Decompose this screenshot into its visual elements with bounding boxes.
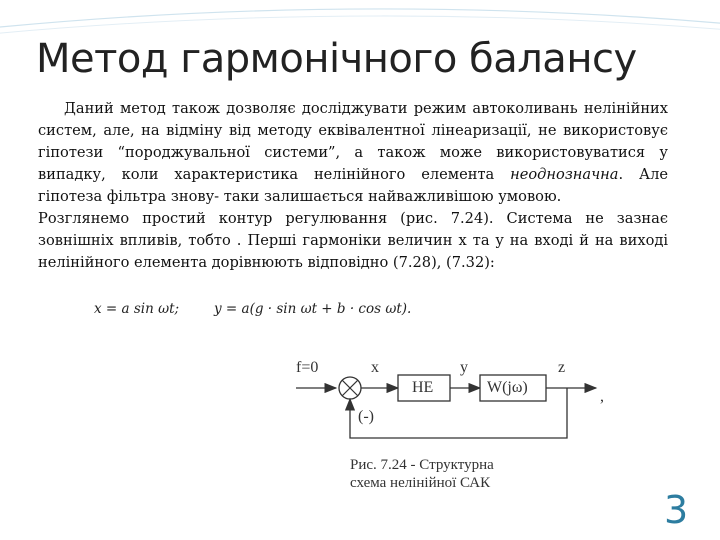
paragraph-2-line-3: вході й на виході нелінійного елемента дорівнюють відповідно [38, 232, 669, 271]
caption-line-2: схема нелінійної САК [350, 475, 491, 491]
paragraph-1 [38, 98, 668, 208]
paragraph-1-line-5b: . Але гіпотеза фільтра знову- [38, 166, 668, 205]
body-text [38, 98, 668, 274]
paragraph-1-line-4: також може використовуватися у випадку, коли характеристика [38, 144, 668, 183]
page-number: 3 [664, 488, 689, 532]
paragraph-1-line-6: таки залишається найважливішою умовою. [223, 188, 562, 205]
slide-title: Метод гармонічного балансу [36, 36, 637, 82]
z-label: z [558, 359, 566, 376]
paragraph-1-line-3: лінеаризації, не використовує гіпотези “породжувальної системи”, а [38, 122, 668, 161]
nonlinear-block-label: НЕ [412, 379, 434, 396]
paragraph-1-line-5a: нелінійного елемента [313, 166, 511, 183]
paragraph-2-line-2: зазнає зовнішніх впливів, тобто . Перші гармоніки величин x та y на [38, 210, 669, 249]
caption-line-1: Рис. 7.24 - Структурна [350, 457, 494, 473]
input-label: f=0 [296, 359, 319, 376]
trailing-comma: , [600, 388, 604, 405]
x-label: x [371, 359, 379, 376]
figure-caption [350, 456, 494, 492]
block-diagram [274, 328, 622, 533]
formula-y: y = a(g · sin ωt + b · cos ωt). [214, 301, 412, 317]
linear-block-label: W(jω) [487, 379, 528, 396]
paragraph-2-line-4: (7.28), (7.32): [392, 254, 495, 271]
formula-x: x = a sin ωt; [94, 301, 180, 317]
feedback-sign: (-) [358, 408, 374, 425]
paragraph-2 [38, 208, 668, 274]
emphasis-ambiguous: неоднозначна [510, 166, 619, 183]
block-diagram-figure [274, 328, 622, 533]
paragraph-1-line-2: нелінійних систем, але, на відміну від методу еквівалентної [38, 100, 668, 139]
y-label: y [460, 359, 468, 376]
paragraph-2-line-1: Розглянемо простий контур регулювання (рис. 7.24). Система не [38, 210, 604, 227]
paragraph-1-line-1: Даний метод також дозволяє досліджувати режим автоколивань [64, 100, 578, 117]
